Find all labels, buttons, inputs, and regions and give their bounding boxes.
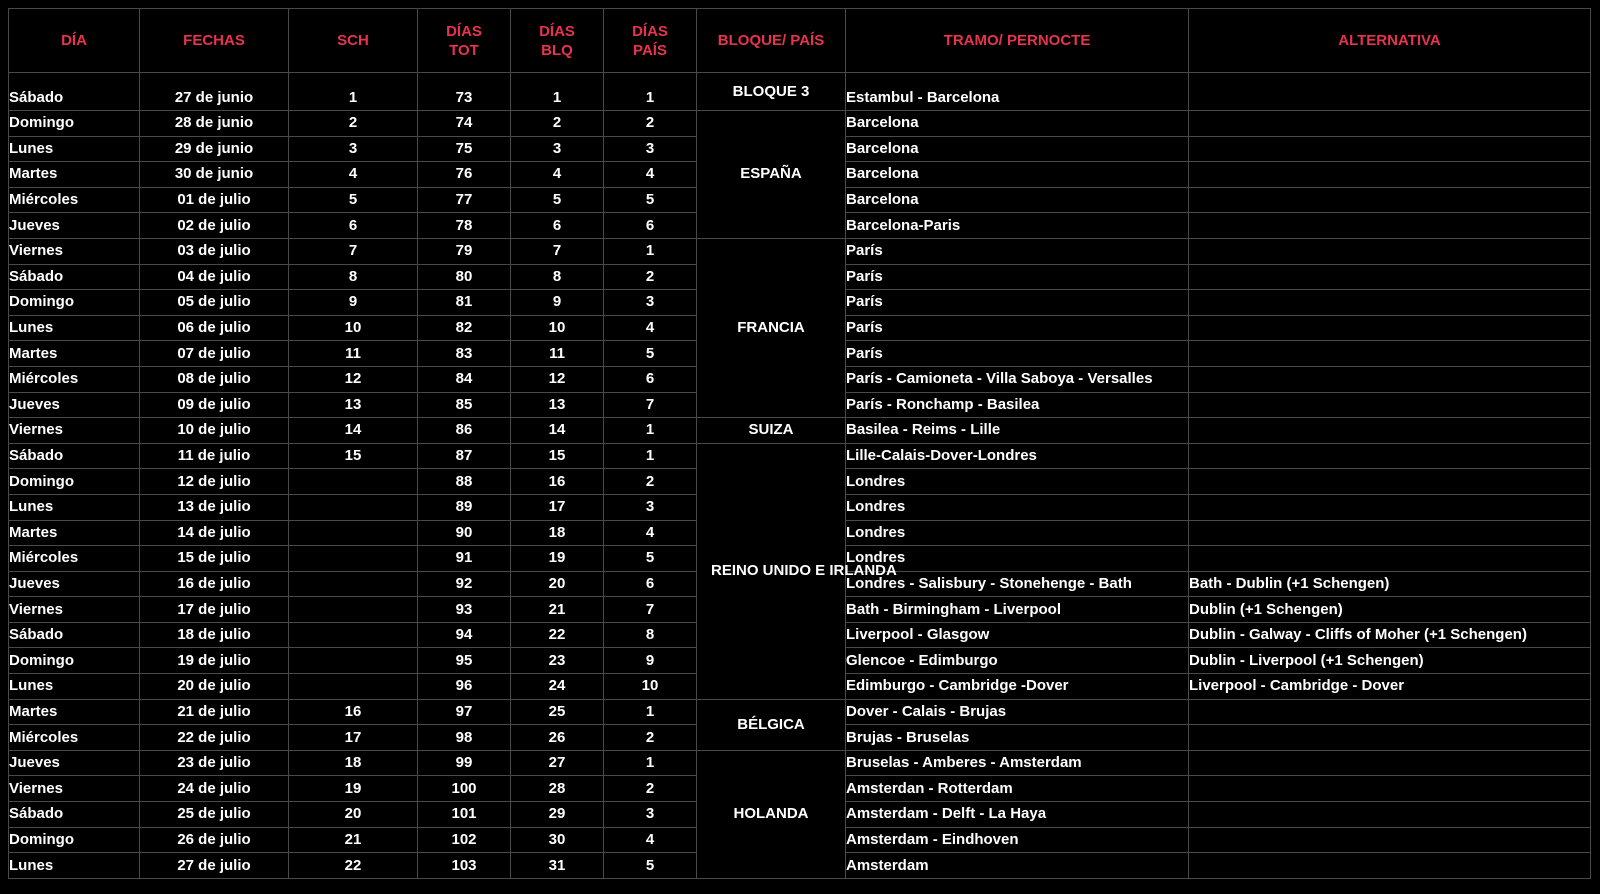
dias-pais-cell: 4 [604, 520, 697, 546]
date-cell: 24 de julio [140, 776, 289, 802]
day-cell: Sábado [9, 802, 140, 828]
dias-tot-cell: 99 [418, 750, 511, 776]
date-cell: 09 de julio [140, 392, 289, 418]
dias-tot-cell: 88 [418, 469, 511, 495]
table-row [9, 418, 1591, 444]
dias-blq-cell: 3 [511, 136, 604, 162]
sch-cell [289, 469, 418, 495]
date-cell: 25 de julio [140, 802, 289, 828]
tramo-cell: Lille-Calais-Dover-Londres [846, 443, 1189, 469]
date-cell: 14 de julio [140, 520, 289, 546]
day-cell: Domingo [9, 648, 140, 674]
dias-blq-cell: 21 [511, 597, 604, 623]
dias-pais-cell: 4 [604, 315, 697, 341]
dias-pais-cell: 9 [604, 648, 697, 674]
dias-tot-cell: 96 [418, 674, 511, 700]
header-tramo: TRAMO/ PERNOCTE [846, 9, 1189, 73]
alternativa-cell [1189, 238, 1591, 264]
dias-blq-cell: 13 [511, 392, 604, 418]
day-cell: Martes [9, 341, 140, 367]
dias-pais-cell: 2 [604, 725, 697, 751]
tramo-cell: París [846, 238, 1189, 264]
dias-tot-cell: 98 [418, 725, 511, 751]
day-cell: Lunes [9, 494, 140, 520]
day-cell: Lunes [9, 674, 140, 700]
dias-pais-cell: 1 [604, 443, 697, 469]
dias-tot-cell: 101 [418, 802, 511, 828]
day-cell: Sábado [9, 443, 140, 469]
dias-tot-cell: 85 [418, 392, 511, 418]
dias-pais-cell: 2 [604, 469, 697, 495]
day-cell: Lunes [9, 315, 140, 341]
day-cell: Jueves [9, 213, 140, 239]
dias-tot-cell: 97 [418, 699, 511, 725]
dias-blq-cell: 17 [511, 494, 604, 520]
day-cell: Viernes [9, 238, 140, 264]
dias-tot-cell: 80 [418, 264, 511, 290]
dias-blq-cell: 26 [511, 725, 604, 751]
tramo-cell: Basilea - Reims - Lille [846, 418, 1189, 444]
alternativa-cell [1189, 546, 1591, 572]
day-cell: Domingo [9, 111, 140, 137]
sch-cell: 6 [289, 213, 418, 239]
day-cell: Miércoles [9, 546, 140, 572]
itinerary-body [9, 73, 1591, 879]
dias-tot-cell: 87 [418, 443, 511, 469]
sch-cell: 9 [289, 290, 418, 316]
tramo-cell: Amsterdan - Rotterdam [846, 776, 1189, 802]
date-cell: 29 de junio [140, 136, 289, 162]
date-cell: 03 de julio [140, 238, 289, 264]
sch-cell: 16 [289, 699, 418, 725]
date-cell: 07 de julio [140, 341, 289, 367]
dias-tot-cell: 76 [418, 162, 511, 188]
dias-pais-cell: 3 [604, 494, 697, 520]
date-cell: 04 de julio [140, 264, 289, 290]
tramo-cell: Londres [846, 469, 1189, 495]
dias-blq-cell: 22 [511, 622, 604, 648]
dias-blq-cell: 8 [511, 264, 604, 290]
tramo-cell: París [846, 290, 1189, 316]
dias-blq-cell: 28 [511, 776, 604, 802]
day-cell: Domingo [9, 827, 140, 853]
tramo-cell: Amsterdam - Delft - La Haya [846, 802, 1189, 828]
country-block-cell: SUIZA [697, 418, 846, 444]
tramo-cell: Barcelona [846, 136, 1189, 162]
dias-blq-cell: 11 [511, 341, 604, 367]
dias-pais-cell: 3 [604, 136, 697, 162]
sch-cell [289, 546, 418, 572]
date-cell: 05 de julio [140, 290, 289, 316]
date-cell: 27 de junio [140, 73, 289, 111]
day-cell: Sábado [9, 264, 140, 290]
day-cell: Jueves [9, 750, 140, 776]
dias-tot-cell: 73 [418, 73, 511, 111]
day-cell: Viernes [9, 597, 140, 623]
dias-blq-cell: 30 [511, 827, 604, 853]
dias-pais-cell: 4 [604, 162, 697, 188]
date-cell: 19 de julio [140, 648, 289, 674]
date-cell: 17 de julio [140, 597, 289, 623]
tramo-cell: Barcelona [846, 111, 1189, 137]
dias-pais-cell: 1 [604, 418, 697, 444]
dias-tot-cell: 89 [418, 494, 511, 520]
date-cell: 06 de julio [140, 315, 289, 341]
dias-blq-cell: 14 [511, 418, 604, 444]
date-cell: 12 de julio [140, 469, 289, 495]
dias-pais-cell: 10 [604, 674, 697, 700]
dias-tot-cell: 84 [418, 366, 511, 392]
alternativa-cell [1189, 213, 1591, 239]
day-cell: Domingo [9, 469, 140, 495]
tramo-cell: Londres [846, 546, 1189, 572]
dias-blq-cell: 15 [511, 443, 604, 469]
dias-blq-cell: 10 [511, 315, 604, 341]
dias-pais-cell: 1 [604, 699, 697, 725]
dias-tot-cell: 90 [418, 520, 511, 546]
tramo-cell: Londres [846, 494, 1189, 520]
tramo-cell: Barcelona-Paris [846, 213, 1189, 239]
dias-pais-cell: 1 [604, 238, 697, 264]
tramo-cell: Edimburgo - Cambridge -Dover [846, 674, 1189, 700]
dias-tot-cell: 102 [418, 827, 511, 853]
sch-cell: 5 [289, 187, 418, 213]
sch-cell: 11 [289, 341, 418, 367]
dias-pais-cell: 6 [604, 366, 697, 392]
header-dia: DÍA [9, 9, 140, 73]
day-cell: Martes [9, 162, 140, 188]
alternativa-cell [1189, 469, 1591, 495]
dias-pais-cell: 1 [604, 73, 697, 111]
alternativa-cell [1189, 443, 1591, 469]
dias-tot-cell: 82 [418, 315, 511, 341]
country-block-cell: BLOQUE 3 [697, 73, 846, 111]
alternativa-cell: Dublin (+1 Schengen) [1189, 597, 1591, 623]
date-cell: 22 de julio [140, 725, 289, 751]
table-row [9, 238, 1591, 264]
table-row [9, 750, 1591, 776]
dias-pais-cell: 8 [604, 622, 697, 648]
day-cell: Martes [9, 699, 140, 725]
alternativa-cell [1189, 802, 1591, 828]
date-cell: 21 de julio [140, 699, 289, 725]
sch-cell: 15 [289, 443, 418, 469]
date-cell: 15 de julio [140, 546, 289, 572]
country-block-cell: FRANCIA [697, 238, 846, 417]
day-cell: Miércoles [9, 187, 140, 213]
date-cell: 02 de julio [140, 213, 289, 239]
sch-cell: 18 [289, 750, 418, 776]
day-cell: Jueves [9, 392, 140, 418]
tramo-cell: Barcelona [846, 187, 1189, 213]
dias-pais-cell: 4 [604, 827, 697, 853]
dias-tot-cell: 86 [418, 418, 511, 444]
day-cell: Sábado [9, 622, 140, 648]
sch-cell: 4 [289, 162, 418, 188]
tramo-cell: París - Camioneta - Villa Saboya - Versalles [846, 366, 1189, 392]
alternativa-cell [1189, 366, 1591, 392]
day-cell: Viernes [9, 418, 140, 444]
sch-cell: 22 [289, 853, 418, 879]
dias-blq-cell: 20 [511, 571, 604, 597]
dias-blq-cell: 18 [511, 520, 604, 546]
dias-pais-cell: 7 [604, 597, 697, 623]
country-block-cell: REINO UNIDO E IRLANDA [697, 443, 846, 699]
dias-pais-cell: 2 [604, 111, 697, 137]
sch-cell [289, 648, 418, 674]
dias-pais-cell: 5 [604, 187, 697, 213]
dias-blq-cell: 4 [511, 162, 604, 188]
dias-blq-cell: 31 [511, 853, 604, 879]
date-cell: 20 de julio [140, 674, 289, 700]
tramo-cell: Brujas - Bruselas [846, 725, 1189, 751]
alternativa-cell [1189, 392, 1591, 418]
sch-cell: 20 [289, 802, 418, 828]
day-cell: Sábado [9, 73, 140, 111]
alternativa-cell [1189, 827, 1591, 853]
header-dias-blq: DÍAS BLQ [511, 9, 604, 73]
alternativa-cell [1189, 111, 1591, 137]
alternativa-cell [1189, 315, 1591, 341]
dias-tot-cell: 95 [418, 648, 511, 674]
day-cell: Lunes [9, 853, 140, 879]
header-bloque-pais: BLOQUE/ PAÍS [697, 9, 846, 73]
dias-blq-cell: 29 [511, 802, 604, 828]
date-cell: 01 de julio [140, 187, 289, 213]
sch-cell: 2 [289, 111, 418, 137]
dias-tot-cell: 75 [418, 136, 511, 162]
alternativa-cell [1189, 418, 1591, 444]
sch-cell: 17 [289, 725, 418, 751]
alternativa-cell [1189, 73, 1591, 111]
day-cell: Jueves [9, 571, 140, 597]
sch-cell: 13 [289, 392, 418, 418]
dias-tot-cell: 83 [418, 341, 511, 367]
date-cell: 26 de julio [140, 827, 289, 853]
sch-cell [289, 520, 418, 546]
sch-cell: 7 [289, 238, 418, 264]
sch-cell: 21 [289, 827, 418, 853]
dias-tot-cell: 93 [418, 597, 511, 623]
tramo-cell: Londres [846, 520, 1189, 546]
sch-cell: 10 [289, 315, 418, 341]
alternativa-cell [1189, 290, 1591, 316]
tramo-cell: París - Ronchamp - Basilea [846, 392, 1189, 418]
tramo-cell: Glencoe - Edimburgo [846, 648, 1189, 674]
dias-tot-cell: 100 [418, 776, 511, 802]
alternativa-cell [1189, 162, 1591, 188]
alternativa-cell [1189, 341, 1591, 367]
day-cell: Lunes [9, 136, 140, 162]
dias-blq-cell: 24 [511, 674, 604, 700]
dias-blq-cell: 7 [511, 238, 604, 264]
dias-pais-cell: 3 [604, 290, 697, 316]
tramo-cell: Bath - Birmingham - Liverpool [846, 597, 1189, 623]
dias-blq-cell: 27 [511, 750, 604, 776]
dias-pais-cell: 5 [604, 853, 697, 879]
dias-pais-cell: 1 [604, 750, 697, 776]
header-row [9, 9, 1591, 73]
dias-tot-cell: 79 [418, 238, 511, 264]
dias-blq-cell: 9 [511, 290, 604, 316]
alternativa-cell: Dublin - Liverpool (+1 Schengen) [1189, 648, 1591, 674]
tramo-cell: Dover - Calais - Brujas [846, 699, 1189, 725]
tramo-cell: Barcelona [846, 162, 1189, 188]
day-cell: Miércoles [9, 366, 140, 392]
day-cell: Domingo [9, 290, 140, 316]
alternativa-cell [1189, 699, 1591, 725]
tramo-cell: París [846, 341, 1189, 367]
dias-blq-cell: 1 [511, 73, 604, 111]
dias-blq-cell: 2 [511, 111, 604, 137]
dias-pais-cell: 6 [604, 213, 697, 239]
sch-cell: 19 [289, 776, 418, 802]
country-block-cell: HOLANDA [697, 750, 846, 878]
day-cell: Martes [9, 520, 140, 546]
dias-pais-cell: 6 [604, 571, 697, 597]
itinerary-table [8, 8, 1591, 879]
sch-cell [289, 494, 418, 520]
date-cell: 16 de julio [140, 571, 289, 597]
tramo-cell: Estambul - Barcelona [846, 73, 1189, 111]
date-cell: 27 de julio [140, 853, 289, 879]
day-cell: Viernes [9, 776, 140, 802]
date-cell: 30 de junio [140, 162, 289, 188]
country-block-cell: BÉLGICA [697, 699, 846, 750]
sch-cell [289, 571, 418, 597]
table-row [9, 73, 1591, 111]
header-fechas: FECHAS [140, 9, 289, 73]
dias-blq-cell: 5 [511, 187, 604, 213]
dias-blq-cell: 19 [511, 546, 604, 572]
dias-pais-cell: 5 [604, 341, 697, 367]
sch-cell: 12 [289, 366, 418, 392]
tramo-cell: Amsterdam [846, 853, 1189, 879]
sch-cell: 3 [289, 136, 418, 162]
dias-tot-cell: 91 [418, 546, 511, 572]
dias-tot-cell: 74 [418, 111, 511, 137]
dias-pais-cell: 7 [604, 392, 697, 418]
sch-cell: 14 [289, 418, 418, 444]
alternativa-cell [1189, 494, 1591, 520]
sch-cell [289, 597, 418, 623]
alternativa-cell: Dublin - Galway - Cliffs of Moher (+1 Schengen) [1189, 622, 1591, 648]
header-dias-tot: DÍAS TOT [418, 9, 511, 73]
alternativa-cell [1189, 725, 1591, 751]
dias-blq-cell: 16 [511, 469, 604, 495]
dias-blq-cell: 12 [511, 366, 604, 392]
alternativa-cell [1189, 187, 1591, 213]
day-cell: Miércoles [9, 725, 140, 751]
tramo-cell: Liverpool - Glasgow [846, 622, 1189, 648]
dias-pais-cell: 3 [604, 802, 697, 828]
tramo-cell: Bruselas - Amberes - Amsterdam [846, 750, 1189, 776]
table-row [9, 443, 1591, 469]
header-dias-pais: DÍAS PAÍS [604, 9, 697, 73]
date-cell: 18 de julio [140, 622, 289, 648]
date-cell: 28 de junio [140, 111, 289, 137]
dias-tot-cell: 94 [418, 622, 511, 648]
tramo-cell: París [846, 264, 1189, 290]
alternativa-cell [1189, 750, 1591, 776]
tramo-cell: París [846, 315, 1189, 341]
alternativa-cell [1189, 853, 1591, 879]
date-cell: 23 de julio [140, 750, 289, 776]
dias-pais-cell: 5 [604, 546, 697, 572]
country-block-cell: ESPAÑA [697, 111, 846, 239]
tramo-cell: Amsterdam - Eindhoven [846, 827, 1189, 853]
header-sch: SCH [289, 9, 418, 73]
sch-cell: 1 [289, 73, 418, 111]
date-cell: 08 de julio [140, 366, 289, 392]
dias-tot-cell: 78 [418, 213, 511, 239]
tramo-cell: Londres - Salisbury - Stonehenge - Bath [846, 571, 1189, 597]
date-cell: 10 de julio [140, 418, 289, 444]
dias-pais-cell: 2 [604, 776, 697, 802]
sch-cell [289, 674, 418, 700]
date-cell: 13 de julio [140, 494, 289, 520]
sch-cell: 8 [289, 264, 418, 290]
header-alternativa: ALTERNATIVA [1189, 9, 1591, 73]
dias-blq-cell: 23 [511, 648, 604, 674]
alternativa-cell [1189, 136, 1591, 162]
dias-tot-cell: 77 [418, 187, 511, 213]
alternativa-cell: Liverpool - Cambridge - Dover [1189, 674, 1591, 700]
dias-blq-cell: 6 [511, 213, 604, 239]
dias-pais-cell: 2 [604, 264, 697, 290]
sch-cell [289, 622, 418, 648]
dias-tot-cell: 92 [418, 571, 511, 597]
alternativa-cell [1189, 264, 1591, 290]
table-row [9, 111, 1591, 137]
dias-tot-cell: 81 [418, 290, 511, 316]
alternativa-cell: Bath - Dublin (+1 Schengen) [1189, 571, 1591, 597]
alternativa-cell [1189, 776, 1591, 802]
dias-blq-cell: 25 [511, 699, 604, 725]
alternativa-cell [1189, 520, 1591, 546]
dias-tot-cell: 103 [418, 853, 511, 879]
date-cell: 11 de julio [140, 443, 289, 469]
table-row [9, 699, 1591, 725]
